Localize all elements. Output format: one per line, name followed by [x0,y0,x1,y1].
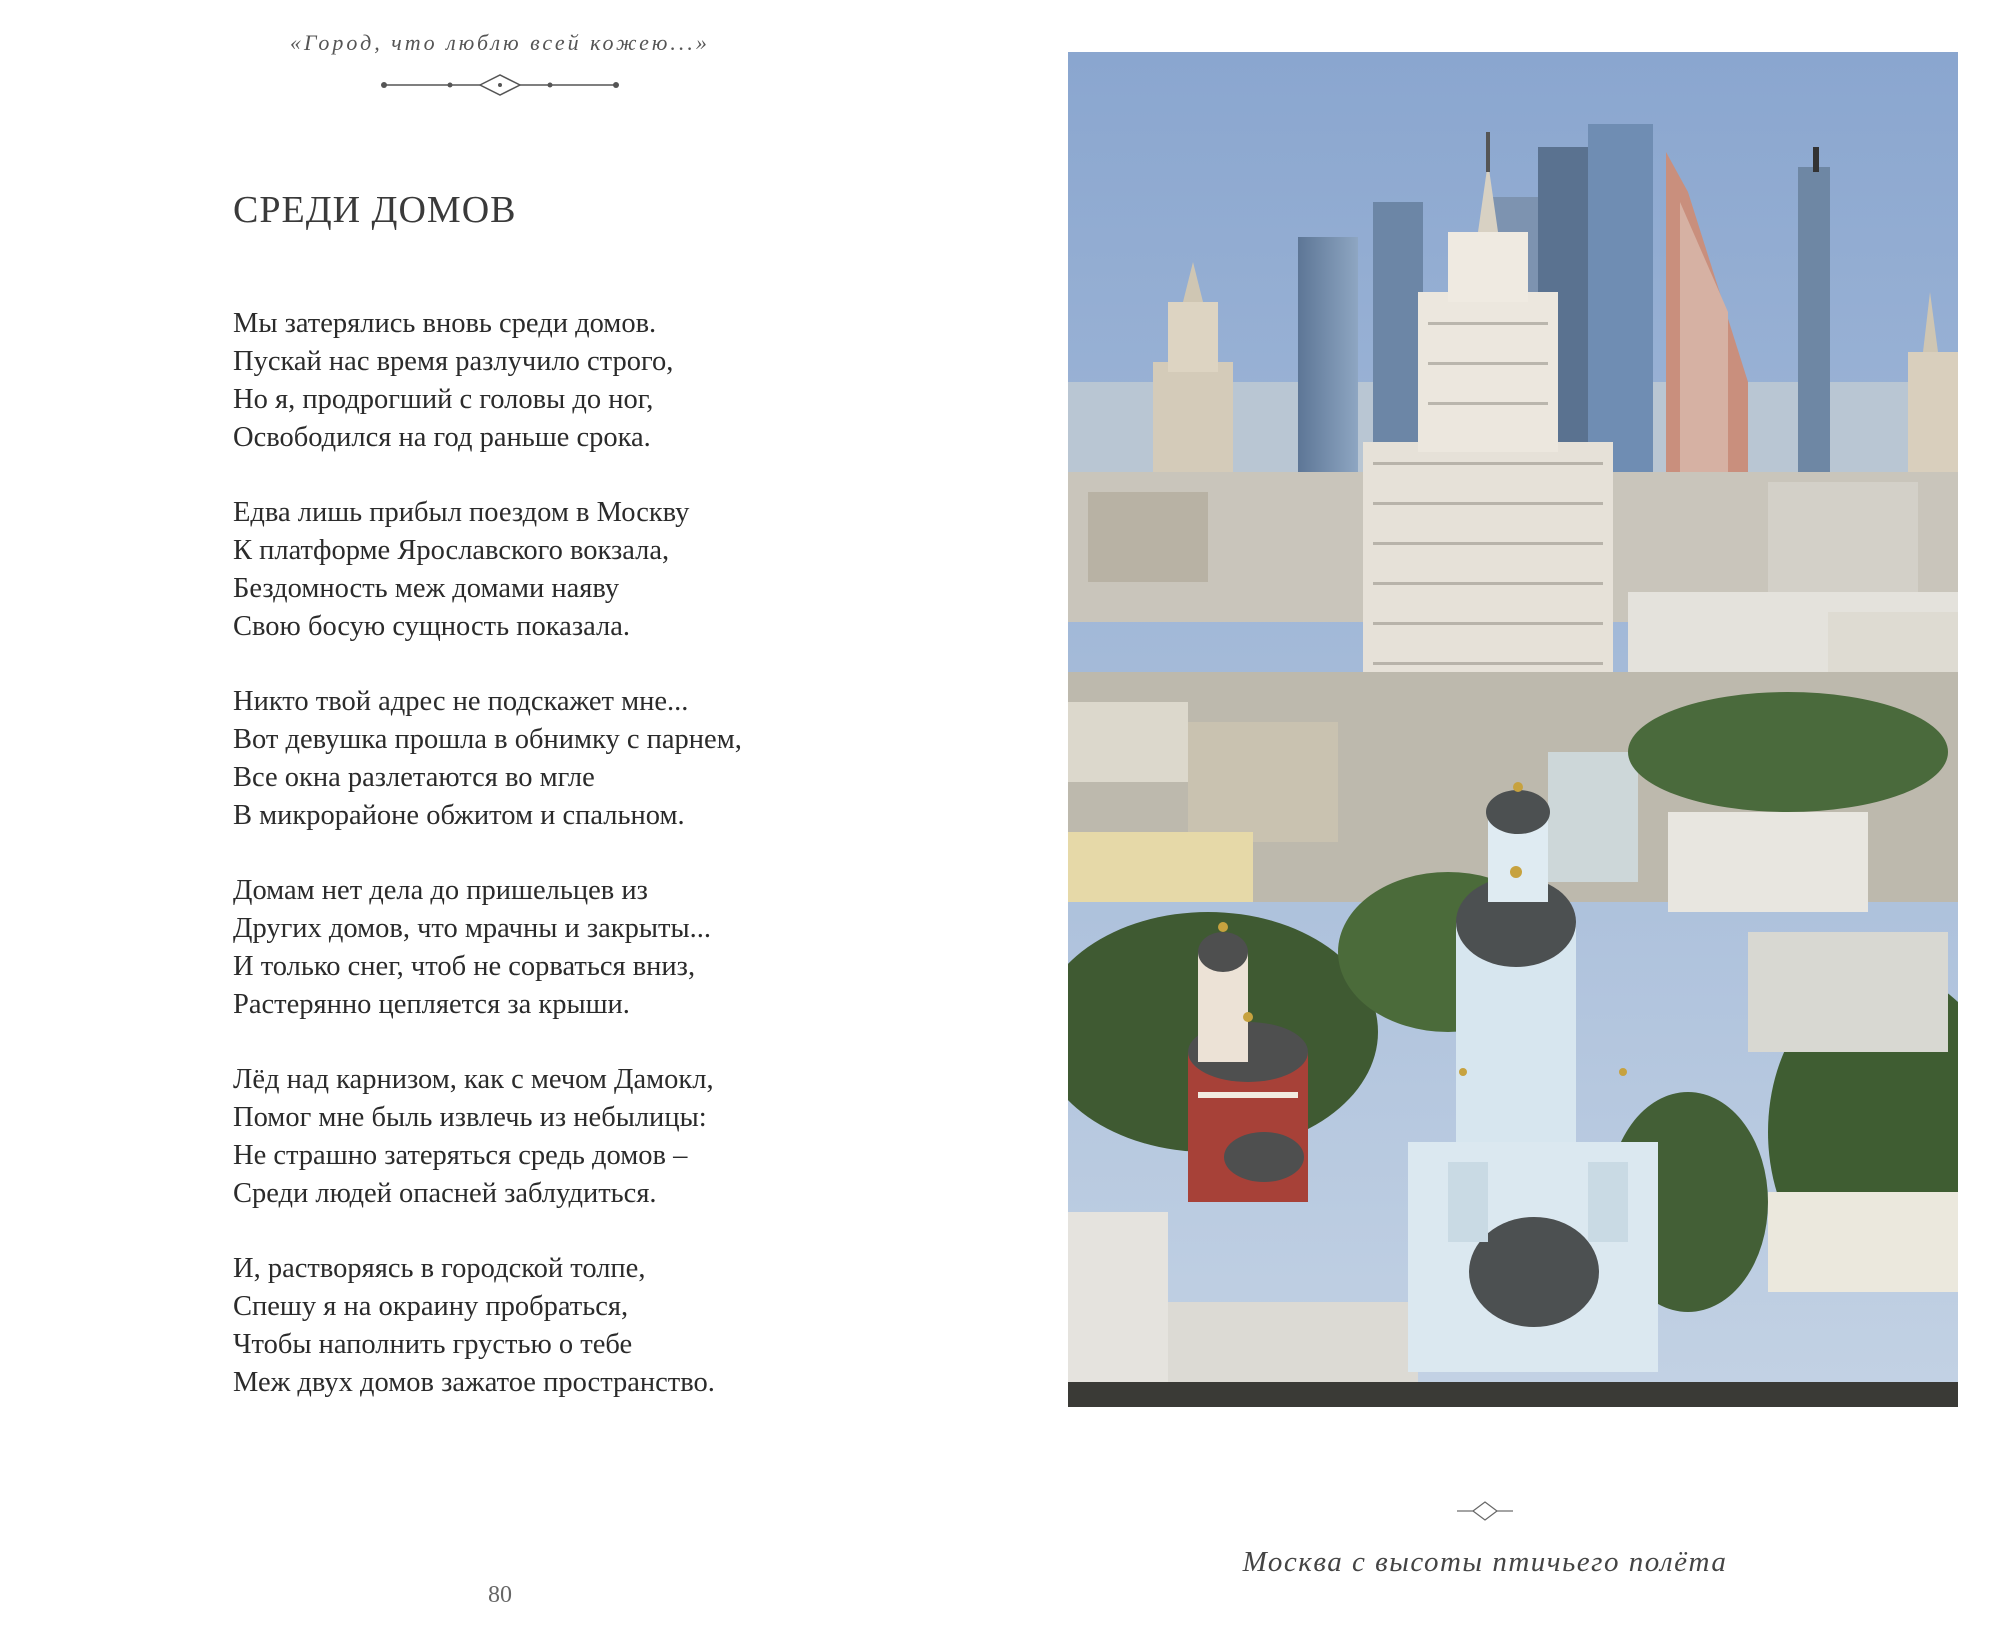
poem-line: Лёд над карнизом, как с мечом Дамокл, [233,1064,714,1095]
poem-line: Домам нет дела до пришельцев из [233,875,648,906]
moscow-skyline-photo [1068,52,1958,1407]
poem-line: Все окна разлетаются во мгле [233,762,595,793]
poem-line: В микрорайоне обжитом и спальном. [233,800,685,831]
poem-line: Бездомность меж домами наяву [233,573,620,604]
running-head: «Город, что люблю всей кожею...» [290,30,710,55]
poem-line: Пускай нас время разлучило строго, [233,346,674,377]
right-page [1000,0,2000,1633]
poem-line: И только снег, чтоб не сорваться вниз, [233,951,696,982]
stanza [233,1250,933,1402]
photo-illustration [1068,52,1958,1407]
poem-line: Но я, продрогший с головы до ног, [233,384,654,415]
ornament-diamond-icon [1455,1496,1515,1526]
stanza [233,872,933,1024]
poem-line: Растерянно цепляется за крыши. [233,989,630,1020]
poem-line: Меж двух домов зажатое пространство. [233,1367,715,1398]
poem-line: Среди людей опасней заблудиться. [233,1178,657,1209]
ornament-divider-icon [380,70,620,100]
poem-line: Чтобы наполнить грустью о тебе [233,1329,633,1360]
page-number: 80 [488,1582,512,1608]
stanza [233,1061,933,1213]
poem-body [233,305,933,1439]
poem-line: И, растворяясь в городской толпе, [233,1253,646,1284]
poem-line: Освободился на год раньше срока. [233,422,651,453]
stanza [233,305,933,457]
stanza [233,683,933,835]
poem-line: Мы затерялись вновь среди домов. [233,308,657,339]
poem-line: Вот девушка прошла в обнимку с парнем, [233,724,742,755]
photo-caption: Москва с высоты птичьего полёта [1242,1546,1728,1578]
poem-line: Помог мне быль извлечь из небылицы: [233,1102,707,1133]
poem-line: К платформе Ярославского вокзала, [233,535,670,566]
poem-line: Спешу я на окраину пробраться, [233,1291,629,1322]
poem-title: СРЕДИ ДОМОВ [233,189,517,231]
poem-line: Едва лишь прибыл поездом в Москву [233,497,690,528]
poem-line: Свою босую сущность показала. [233,611,630,642]
poem-line: Не страшно затеряться средь домов – [233,1140,688,1171]
poem-line: Никто твой адрес не подскажет мне... [233,686,689,717]
poem-line: Других домов, что мрачны и закрыты... [233,913,712,944]
stanza [233,494,933,646]
